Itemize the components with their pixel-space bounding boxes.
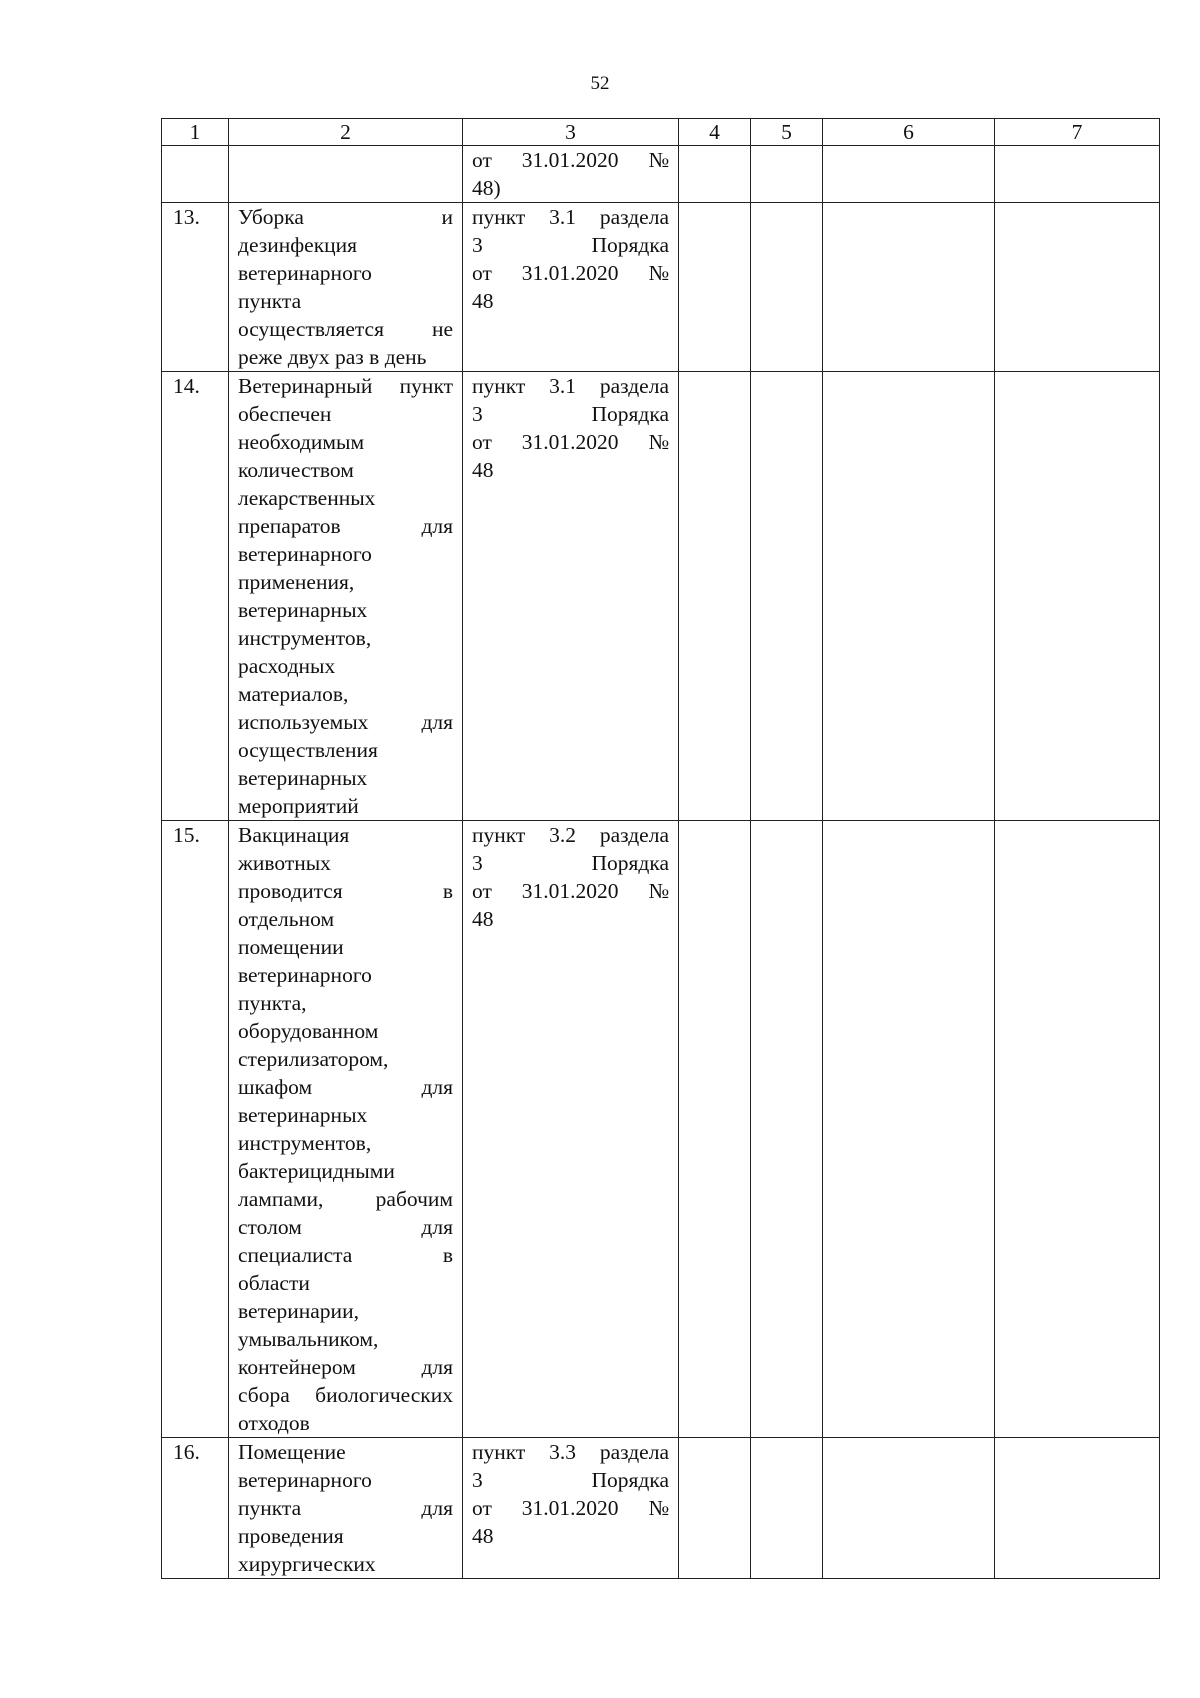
table-row bbox=[162, 146, 1160, 203]
table-row bbox=[162, 821, 1160, 1438]
requirement-cell-line: ветеринарных bbox=[238, 598, 368, 622]
requirement-cell-line: проводится в bbox=[238, 879, 453, 903]
empty-cell-col-4 bbox=[679, 203, 751, 372]
reference-cell-line: 3 Порядка bbox=[472, 402, 669, 426]
requirement-cell-line: количеством bbox=[238, 458, 354, 482]
reference-cell bbox=[463, 372, 679, 821]
requirement-cell-line: ветеринарного bbox=[238, 542, 372, 566]
requirement-cell-line: отходов bbox=[238, 1411, 310, 1435]
empty-cell-col-5 bbox=[751, 1438, 823, 1579]
empty-cell-col-7 bbox=[995, 146, 1160, 203]
requirement-cell-line: лампами, рабочим bbox=[238, 1187, 453, 1211]
reference-cell-line: от 31.01.2020 № bbox=[472, 261, 669, 285]
requirement-cell-line: ветеринарного bbox=[238, 1468, 372, 1492]
requirement-cell-line: помещении bbox=[238, 935, 344, 959]
table-body bbox=[162, 146, 1160, 1579]
requirement-cell bbox=[229, 203, 463, 372]
requirement-cell-line: осуществления bbox=[238, 738, 378, 762]
reference-cell-line: 3 Порядка bbox=[472, 851, 669, 875]
reference-cell bbox=[463, 1438, 679, 1579]
requirement-cell-line: пункта для bbox=[238, 1496, 453, 1520]
page-number: 52 bbox=[590, 73, 610, 94]
header-cell-3: 3 bbox=[463, 119, 679, 146]
requirement-cell-line: ветеринарных bbox=[238, 766, 368, 790]
row-number-cell bbox=[162, 146, 229, 203]
empty-cell-col-7 bbox=[995, 203, 1160, 372]
requirement-cell-line: столом для bbox=[238, 1215, 453, 1239]
requirement-cell-line: препаратов для bbox=[238, 514, 453, 538]
reference-cell-line: от 31.01.2020 № bbox=[472, 148, 669, 172]
requirement-cell bbox=[229, 372, 463, 821]
table-row bbox=[162, 372, 1160, 821]
reference-cell bbox=[463, 821, 679, 1438]
requirement-cell-line: оборудованном bbox=[238, 1019, 379, 1043]
reference-cell-line: пункт 3.1 раздела bbox=[472, 205, 669, 229]
empty-cell-col-5 bbox=[751, 203, 823, 372]
reference-cell bbox=[463, 203, 679, 372]
empty-cell-col-4 bbox=[679, 1438, 751, 1579]
header-cell-1: 1 bbox=[162, 119, 229, 146]
requirement-cell-line: обеспечен bbox=[238, 402, 332, 426]
empty-cell-col-5 bbox=[751, 372, 823, 821]
empty-cell-col-7 bbox=[995, 821, 1160, 1438]
empty-cell-col-7 bbox=[995, 1438, 1160, 1579]
reference-cell-line: пункт 3.3 раздела bbox=[472, 1440, 669, 1464]
requirement-cell-line: дезинфекция bbox=[238, 233, 358, 257]
requirement-cell-line: хирургических bbox=[238, 1552, 376, 1576]
requirement-cell-line: лекарственных bbox=[238, 486, 376, 510]
requirement-cell-line: отдельном bbox=[238, 907, 335, 931]
requirement-cell bbox=[229, 1438, 463, 1579]
empty-cell-col-4 bbox=[679, 372, 751, 821]
requirement-cell-line: материалов, bbox=[238, 682, 349, 706]
requirement-cell-line: Вакцинация bbox=[238, 823, 350, 847]
empty-cell-col-6 bbox=[823, 821, 995, 1438]
requirement-cell-line: расходных bbox=[238, 654, 336, 678]
empty-cell-col-6 bbox=[823, 372, 995, 821]
requirement-cell-line: проведения bbox=[238, 1524, 344, 1548]
empty-cell-col-5 bbox=[751, 146, 823, 203]
requirement-cell-line: реже двух раз в день bbox=[238, 345, 427, 369]
requirement-cell-line: контейнером для bbox=[238, 1355, 453, 1379]
empty-cell-col-6 bbox=[823, 1438, 995, 1579]
requirement-cell-line: специалиста в bbox=[238, 1243, 453, 1267]
requirement-cell-line: ветеринарного bbox=[238, 261, 372, 285]
requirement-cell-line: инструментов, bbox=[238, 626, 372, 650]
reference-cell-line: 3 Порядка bbox=[472, 1468, 669, 1492]
row-number-cell: 13. bbox=[162, 203, 229, 372]
reference-cell-line: 48 bbox=[472, 458, 494, 482]
empty-cell-col-7 bbox=[995, 372, 1160, 821]
reference-cell-line: 48 bbox=[472, 289, 494, 313]
requirement-cell-line: пункта, bbox=[238, 991, 307, 1015]
header-cell-7: 7 bbox=[995, 119, 1160, 146]
reference-cell-line: 48 bbox=[472, 1524, 494, 1548]
requirement-cell-line: Ветеринарный пункт bbox=[238, 374, 453, 398]
row-number-cell: 14. bbox=[162, 372, 229, 821]
reference-cell-line: 3 Порядка bbox=[472, 233, 669, 257]
requirement-cell-line: Уборка и bbox=[238, 205, 453, 229]
reference-cell-line: от 31.01.2020 № bbox=[472, 1496, 669, 1520]
requirement-cell-line: мероприятий bbox=[238, 794, 359, 818]
empty-cell-col-5 bbox=[751, 821, 823, 1438]
table-row bbox=[162, 203, 1160, 372]
requirements-table bbox=[161, 118, 1160, 1579]
reference-cell-line: 48) bbox=[472, 176, 501, 200]
requirement-cell-line: области bbox=[238, 1271, 310, 1295]
requirement-cell-line: бактерицидными bbox=[238, 1159, 395, 1183]
empty-cell-col-6 bbox=[823, 146, 995, 203]
header-cell-5: 5 bbox=[751, 119, 823, 146]
requirement-cell bbox=[229, 146, 463, 203]
header-cell-4: 4 bbox=[679, 119, 751, 146]
requirement-cell-line: инструментов, bbox=[238, 1131, 372, 1155]
reference-cell-line: от 31.01.2020 № bbox=[472, 879, 669, 903]
reference-cell-line: пункт 3.1 раздела bbox=[472, 374, 669, 398]
requirement-cell-line: стерилизатором, bbox=[238, 1047, 389, 1071]
requirement-cell-line: сбора биологических bbox=[238, 1383, 453, 1407]
header-cell-2: 2 bbox=[229, 119, 463, 146]
requirement-cell-line: умывальником, bbox=[238, 1327, 379, 1351]
reference-cell-line: пункт 3.2 раздела bbox=[472, 823, 669, 847]
requirement-cell-line: ветеринарного bbox=[238, 963, 372, 987]
header-row bbox=[162, 119, 1160, 146]
row-number-cell: 15. bbox=[162, 821, 229, 1438]
requirement-cell-line: животных bbox=[238, 851, 331, 875]
requirement-cell-line: пункта bbox=[238, 289, 302, 313]
requirement-cell-line: осуществляется не bbox=[238, 317, 453, 341]
requirement-cell-line: применения, bbox=[238, 570, 355, 594]
reference-cell bbox=[463, 146, 679, 203]
header-cell-6: 6 bbox=[823, 119, 995, 146]
requirement-cell-line: используемых для bbox=[238, 710, 453, 734]
empty-cell-col-4 bbox=[679, 146, 751, 203]
table-row bbox=[162, 1438, 1160, 1579]
requirement-cell-line: ветеринарии, bbox=[238, 1299, 359, 1323]
empty-cell-col-4 bbox=[679, 821, 751, 1438]
requirement-cell-line: ветеринарных bbox=[238, 1103, 368, 1127]
reference-cell-line: 48 bbox=[472, 907, 494, 931]
requirement-cell-line: шкафом для bbox=[238, 1075, 453, 1099]
empty-cell-col-6 bbox=[823, 203, 995, 372]
table-header bbox=[162, 119, 1160, 146]
requirement-cell bbox=[229, 821, 463, 1438]
row-number-cell: 16. bbox=[162, 1438, 229, 1579]
reference-cell-line: от 31.01.2020 № bbox=[472, 430, 669, 454]
requirement-cell-line: необходимым bbox=[238, 430, 365, 454]
requirement-cell-line: Помещение bbox=[238, 1440, 346, 1464]
